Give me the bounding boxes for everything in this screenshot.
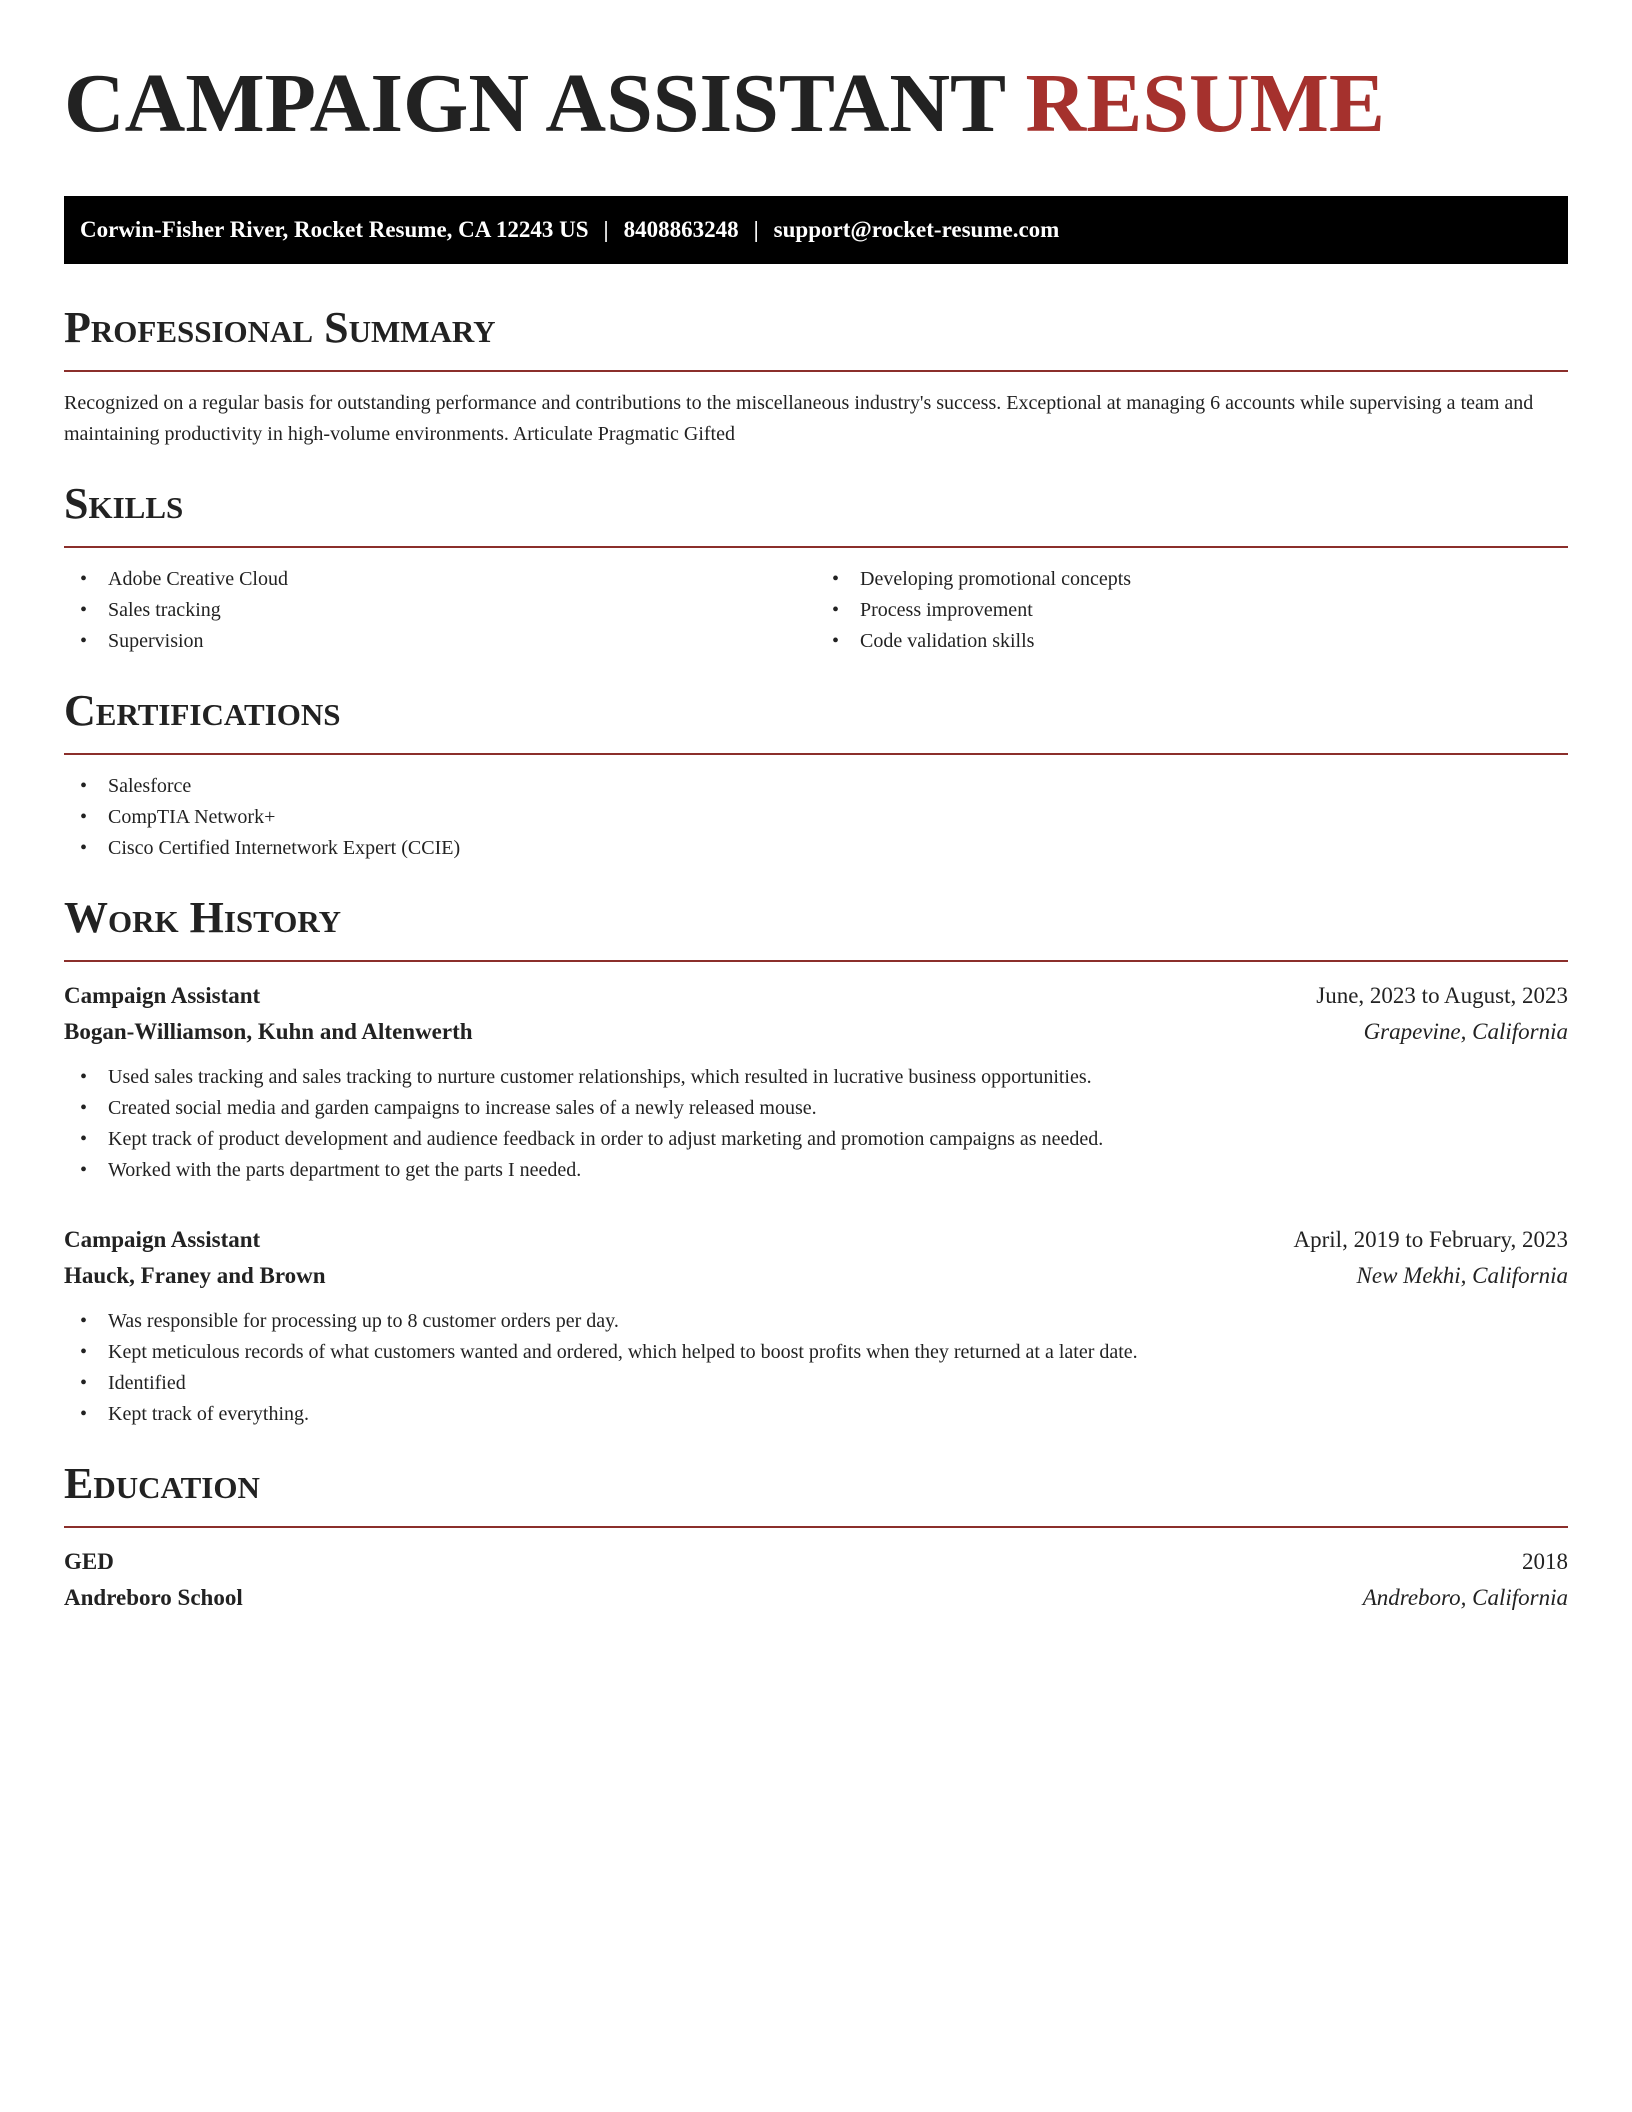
job-company: Bogan-Williamson, Kuhn and Altenwerth — [64, 1019, 473, 1044]
certification-label: Cisco Certified Internetwork Expert (CCIE) — [108, 837, 461, 859]
certifications-heading: Certifications — [64, 686, 341, 735]
skill-label: Supervision — [108, 630, 204, 652]
skill-label: Developing promotional concepts — [860, 568, 1132, 590]
job-duty — [64, 1155, 1568, 1186]
skill-item — [64, 626, 816, 657]
certification-label: Salesforce — [108, 775, 192, 797]
certification-label: CompTIA Network+ — [108, 806, 276, 828]
skill-label: Adobe Creative Cloud — [108, 568, 288, 590]
education-school: Andreboro School — [64, 1585, 243, 1610]
bullet-icon: • — [80, 1341, 88, 1363]
job-duty — [64, 1337, 1568, 1368]
education-year: 2018 — [1522, 1549, 1568, 1574]
skills-grid — [64, 548, 1568, 657]
bullet-icon: • — [832, 568, 840, 590]
bullet-icon: • — [80, 1310, 88, 1332]
education-degree-row — [64, 1544, 1568, 1580]
resume-title — [64, 48, 1568, 160]
job-header-row — [64, 978, 1568, 1014]
job-entry — [64, 978, 1568, 1186]
bullet-icon: • — [80, 806, 88, 828]
job-duty — [64, 1062, 1568, 1093]
skill-label: Sales tracking — [108, 599, 221, 621]
skill-label: Process improvement — [860, 599, 1033, 621]
contact-separator: | — [603, 217, 609, 242]
section-divider — [64, 370, 1568, 372]
section-divider — [64, 960, 1568, 962]
job-duty — [64, 1093, 1568, 1124]
title-accent: RESUME — [1025, 57, 1385, 150]
job-header-row — [64, 1222, 1568, 1258]
job-duty-text: Worked with the parts department to get the parts I needed. — [108, 1159, 582, 1181]
section-divider — [64, 753, 1568, 755]
education-section — [64, 1460, 1568, 1616]
job-company-row — [64, 1014, 1568, 1050]
work-history-section — [64, 894, 1568, 1430]
bullet-icon: • — [80, 837, 88, 859]
certification-item — [64, 802, 1568, 833]
certifications-section — [64, 687, 1568, 864]
job-duty — [64, 1368, 1568, 1399]
summary-section — [64, 304, 1568, 450]
bullet-icon: • — [80, 1159, 88, 1181]
skill-label: Code validation skills — [860, 630, 1035, 652]
bullet-icon: • — [80, 1128, 88, 1150]
job-dates: April, 2019 to February, 2023 — [1293, 1227, 1568, 1252]
job-entry — [64, 1222, 1568, 1430]
certification-item — [64, 833, 1568, 864]
education-school-row — [64, 1580, 1568, 1616]
skill-item — [816, 564, 1568, 595]
education-heading: Education — [64, 1459, 260, 1508]
job-duty-text: Created social media and garden campaigns to increase sales of a newly released mouse. — [108, 1097, 817, 1119]
section-divider — [64, 1526, 1568, 1528]
job-duty-text: Kept track of everything. — [108, 1403, 310, 1425]
job-duty — [64, 1399, 1568, 1430]
skill-item — [64, 564, 816, 595]
contact-bar — [64, 196, 1568, 264]
contact-phone: 8408863248 — [623, 217, 739, 242]
bullet-icon: • — [832, 599, 840, 621]
job-duties-list — [64, 1306, 1568, 1430]
job-dates: June, 2023 to August, 2023 — [1316, 983, 1568, 1008]
bullet-icon: • — [80, 1403, 88, 1425]
job-duty — [64, 1306, 1568, 1337]
education-entry — [64, 1544, 1568, 1616]
skill-item — [816, 626, 1568, 657]
skills-list-right — [816, 564, 1568, 657]
bullet-icon: • — [80, 1097, 88, 1119]
contact-email: support@rocket-resume.com — [773, 217, 1060, 242]
bullet-icon: • — [80, 1372, 88, 1394]
skill-item — [64, 595, 816, 626]
education-degree: GED — [64, 1549, 114, 1574]
certifications-list — [64, 771, 1568, 864]
bullet-icon: • — [80, 599, 88, 621]
job-title: Campaign Assistant — [64, 1227, 261, 1252]
job-duty-text: Used sales tracking and sales tracking to nurture customer relationships, which resulted in lucrative business opportunities. — [108, 1066, 1092, 1088]
summary-heading: Professional Summary — [64, 303, 496, 352]
job-duty-text: Was responsible for processing up to 8 customer orders per day. — [108, 1310, 619, 1332]
contact-separator: | — [753, 217, 759, 242]
job-location: New Mekhi, California — [1356, 1263, 1568, 1288]
job-title: Campaign Assistant — [64, 983, 261, 1008]
title-main: CAMPAIGN ASSISTANT — [64, 57, 1005, 150]
job-duty-text: Identified — [108, 1372, 186, 1394]
certification-item — [64, 771, 1568, 802]
education-location: Andreboro, California — [1362, 1585, 1568, 1610]
summary-text: Recognized on a regular basis for outstanding performance and contributions to the miscellaneous industry's success. Exceptional at managing 6 accounts while supervising a team and maintaining productivity in high-volume environments. Articulate Pragmatic Gifted — [64, 392, 1534, 445]
skill-item — [816, 595, 1568, 626]
job-location: Grapevine, California — [1363, 1019, 1568, 1044]
contact-address: Corwin-Fisher River, Rocket Resume, CA 12243 US — [80, 217, 589, 242]
job-duties-list — [64, 1062, 1568, 1186]
bullet-icon: • — [832, 630, 840, 652]
job-company-row — [64, 1258, 1568, 1294]
bullet-icon: • — [80, 775, 88, 797]
bullet-icon: • — [80, 568, 88, 590]
skills-list-left — [64, 564, 816, 657]
job-duty-text: Kept meticulous records of what customers wanted and ordered, which helped to boost profits when they returned at a later date. — [108, 1341, 1138, 1363]
skills-section — [64, 480, 1568, 657]
bullet-icon: • — [80, 1066, 88, 1088]
skills-heading: Skills — [64, 479, 184, 528]
job-company: Hauck, Franey and Brown — [64, 1263, 326, 1288]
job-duty — [64, 1124, 1568, 1155]
bullet-icon: • — [80, 630, 88, 652]
work-history-heading: Work History — [64, 893, 342, 942]
job-duty-text: Kept track of product development and audience feedback in order to adjust marketing and promotion campaigns as needed. — [108, 1128, 1104, 1150]
